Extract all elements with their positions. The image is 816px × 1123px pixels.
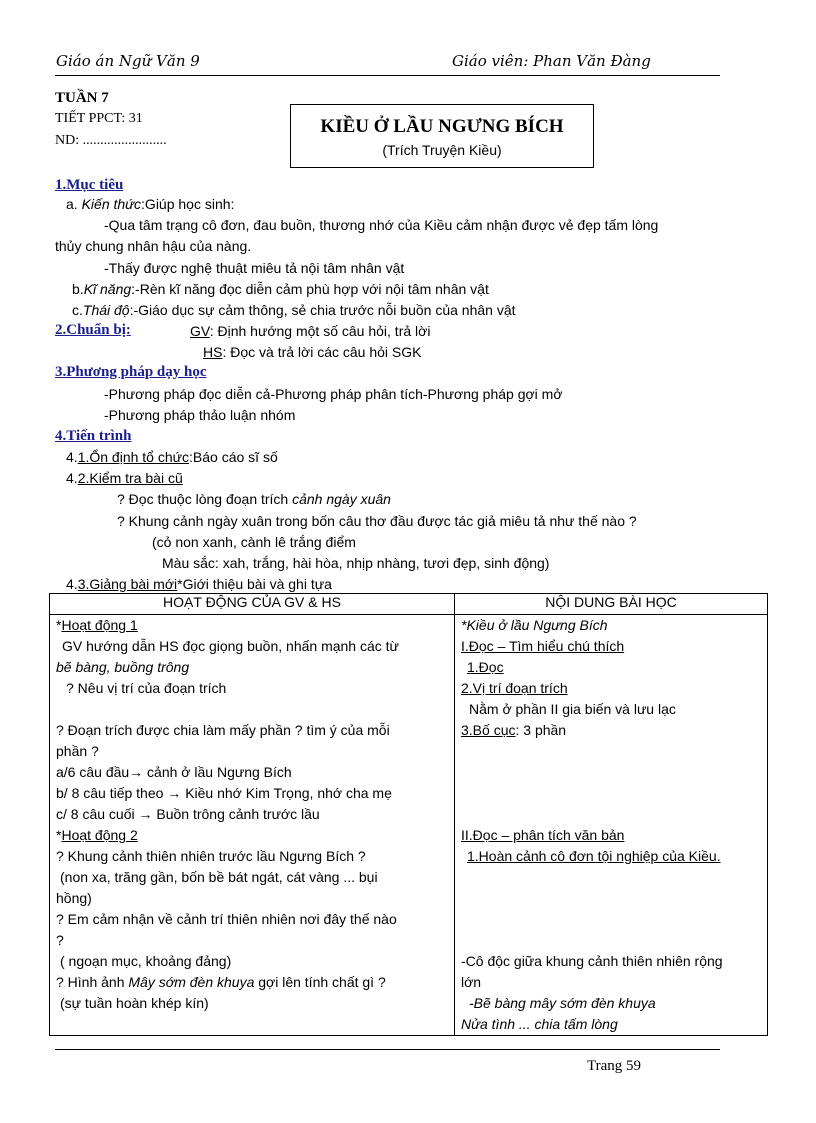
activity-2-heading bbox=[56, 825, 448, 846]
process-item-2-num: 4. bbox=[66, 470, 78, 486]
content-cell bbox=[455, 615, 768, 1036]
activity-2-star: * bbox=[56, 827, 62, 843]
content-title bbox=[461, 615, 761, 636]
activity-line: bẽ bàng, buồng trông bbox=[56, 659, 190, 675]
col-content-header: NỘI DUNG BÀI HỌC bbox=[455, 594, 768, 615]
objective-c-prefix: c. bbox=[72, 302, 83, 318]
activity-line-part: gợi lên tính chất gì ? bbox=[254, 974, 386, 990]
spacer bbox=[56, 699, 448, 720]
process-item-1-text: :Báo cáo sĩ số bbox=[189, 449, 278, 465]
section-methods-heading: 3.Phương pháp dạy học bbox=[55, 364, 207, 380]
page-number: Trang 59 bbox=[587, 1058, 642, 1074]
activity-line: phần ? bbox=[56, 743, 99, 759]
process-item-2 bbox=[66, 470, 183, 486]
objective-b-label: Kĩ năng bbox=[83, 281, 132, 297]
prep-gv-text: : Định hướng một số câu hỏi, trả lời bbox=[209, 323, 431, 339]
objective-a-label: Kiến thức bbox=[81, 196, 142, 212]
objective-a1: -Qua tâm trạng cô đơn, đau buồn, thương nhớ của Kiều cảm nhận được vẻ đẹp tấm lòng bbox=[104, 217, 659, 233]
review-question-2: ? Khung cảnh ngày xuân trong bốn câu thơ đầu được tác giả miêu tả như thế nào ? bbox=[117, 513, 637, 529]
activity-line: ? Nêu vị trí của đoạn trích bbox=[66, 680, 227, 696]
process-item-2-label: 2.Kiểm tra bài cũ bbox=[77, 470, 183, 486]
review-answer-line-1: (cỏ non xanh, cành lê trắng điểm bbox=[152, 534, 356, 550]
process-item-1 bbox=[66, 449, 278, 465]
activity-1-star: * bbox=[56, 617, 62, 633]
content-line: -Bẽ bàng mây sớm đèn khuya bbox=[469, 995, 656, 1011]
objective-a-prefix: a. bbox=[66, 196, 82, 212]
objective-b bbox=[72, 281, 489, 297]
spacer bbox=[461, 762, 761, 783]
section-preparation-heading: 2.Chuẩn bị: bbox=[55, 322, 131, 338]
content-subheading: 2.Vị trí đoạn trích bbox=[461, 680, 568, 696]
objective-a bbox=[66, 196, 234, 212]
method-line-2: -Phương pháp thảo luận nhóm bbox=[104, 407, 296, 423]
process-item-3 bbox=[66, 576, 332, 592]
prep-gv bbox=[190, 323, 430, 339]
activity-line: b/ 8 câu tiếp theo → Kiều nhớ Kim Trọng, nhớ cha mẹ bbox=[56, 785, 392, 801]
footer-rule bbox=[55, 1049, 720, 1050]
content-title-star: * bbox=[461, 617, 467, 633]
lesson-title: KIỀU Ở LẦU NGƯNG BÍCH bbox=[320, 116, 564, 137]
review-question-1 bbox=[117, 491, 391, 507]
activity-line: c/ 8 câu cuối → Buồn trông cảnh trước lầu bbox=[56, 806, 320, 822]
activity-line: ? Đoạn trích được chia làm mấy phần ? tìm ý của mỗi bbox=[56, 722, 390, 738]
process-item-3-label: 3.Giảng bài mới bbox=[77, 576, 178, 592]
process-item-1-num: 4. bbox=[66, 449, 78, 465]
activity-1-label: Hoạt động 1 bbox=[61, 617, 138, 633]
col-activities-header: HOẠT ĐỘNG CỦA GV & HS bbox=[50, 594, 455, 615]
activity-line bbox=[56, 972, 448, 993]
content-heading: II.Đọc – phân tích văn bản bbox=[461, 827, 625, 843]
activity-line: hồng) bbox=[56, 890, 92, 906]
process-item-3-num: 4. bbox=[66, 576, 78, 592]
activity-line: (non xa, trăng gần, bốn bề bát ngát, cát vàng ... bụi bbox=[60, 869, 378, 885]
header-right: Giáo viên: Phan Văn Đàng bbox=[452, 52, 651, 70]
review-question-1-text: ? Đọc thuộc lòng đoạn trích bbox=[117, 491, 293, 507]
content-line-text: : 3 phần bbox=[515, 722, 567, 738]
spacer bbox=[461, 867, 761, 888]
objective-b-prefix: b. bbox=[72, 281, 84, 297]
spacer bbox=[461, 888, 761, 909]
activity-2-label: Hoạt động 2 bbox=[61, 827, 138, 843]
spacer bbox=[461, 804, 761, 825]
activity-line-italic: Mây sớm đèn khuya bbox=[128, 974, 255, 990]
content-line: Nửa tình ... chia tấm lòng bbox=[461, 1016, 618, 1032]
title-box bbox=[290, 104, 594, 168]
objective-a1-cont: thủy chung nhân hậu của nàng. bbox=[55, 238, 252, 254]
objective-c bbox=[72, 302, 516, 318]
section-objectives-heading: 1.Mục tiêu bbox=[55, 177, 124, 193]
objective-a2: -Thấy được nghệ thuật miêu tả nội tâm nhân vật bbox=[104, 260, 405, 276]
lesson-table bbox=[49, 593, 768, 1036]
section-process-heading: 4.Tiến trình bbox=[55, 428, 132, 444]
objective-c-label: Thái độ bbox=[82, 302, 130, 318]
date-label: ND: ........................ bbox=[55, 133, 167, 148]
header-rule bbox=[55, 75, 720, 76]
content-heading: I.Đọc – Tìm hiểu chú thích bbox=[461, 638, 625, 654]
content-line: Nằm ở phần II gia biến và lưu lạc bbox=[469, 701, 676, 717]
spacer bbox=[461, 741, 761, 762]
spacer bbox=[461, 909, 761, 930]
prep-hs bbox=[203, 344, 422, 360]
content-subheading: 3.Bố cục bbox=[461, 722, 516, 738]
week-label: TUẦN 7 bbox=[55, 90, 109, 106]
prep-hs-label: HS bbox=[203, 344, 223, 360]
objective-b-text: :-Rèn kĩ năng đọc diễn cảm phù hợp với nội tâm nhân vật bbox=[131, 281, 489, 297]
prep-gv-label: GV bbox=[190, 323, 210, 339]
header-left: Giáo án Ngữ Văn 9 bbox=[56, 52, 200, 70]
content-line: -Cô độc giữa khung cảnh thiên nhiên rộng bbox=[461, 953, 723, 969]
lesson-subtitle: (Trích Truyện Kiều) bbox=[382, 142, 502, 158]
objective-a-text: :Giúp học sinh: bbox=[141, 196, 235, 212]
content-line: lớn bbox=[461, 974, 482, 990]
review-answer-line-2: Màu sắc: xah, trắng, hài hòa, nhịp nhàng, tươi đẹp, sinh động) bbox=[162, 555, 550, 571]
content-line bbox=[461, 720, 761, 741]
spacer bbox=[461, 930, 761, 951]
activity-line: ? bbox=[56, 932, 64, 948]
prep-hs-text: : Đọc và trả lời các câu hỏi SGK bbox=[222, 344, 422, 360]
method-line-1: -Phương pháp đọc diễn cả-Phương pháp phân tích-Phương pháp gợi mở bbox=[104, 386, 563, 402]
process-item-3-text: *Giới thiệu bài và ghi tựa bbox=[177, 576, 332, 592]
review-question-1-italic: cảnh ngày xuân bbox=[292, 491, 391, 507]
process-item-1-label: 1.Ổn định tổ chức bbox=[77, 449, 190, 465]
spacer bbox=[461, 783, 761, 804]
activity-1-heading bbox=[56, 615, 448, 636]
activity-line: ( ngoạn mục, khoảng đảng) bbox=[60, 953, 232, 969]
activity-line: (sự tuần hoàn khép kín) bbox=[60, 995, 209, 1011]
activities-cell bbox=[50, 615, 455, 1036]
content-title-text: Kiều ở lầu Ngưng Bích bbox=[466, 617, 608, 633]
activity-line: a/6 câu đầu→ cảnh ở lầu Ngưng Bích bbox=[56, 764, 292, 780]
activity-line: GV hướng dẫn HS đọc giọng buồn, nhấn mạnh các từ bbox=[62, 638, 399, 654]
activity-line: ? Em cảm nhận về cảnh trí thiên nhiên nơi đây thế nào bbox=[56, 911, 397, 927]
content-subheading: 1.Hoàn cảnh cô đơn tội nghiệp của Kiều. bbox=[467, 848, 721, 864]
content-subheading: 1.Đọc bbox=[467, 659, 504, 675]
objective-c-text: :-Giáo dục sự cảm thông, sẻ chia trước nỗi buồn của nhân vật bbox=[129, 302, 516, 318]
activity-line-part: ? Hình ảnh bbox=[56, 974, 129, 990]
activity-line: ? Khung cảnh thiên nhiên trước lầu Ngưng Bích ? bbox=[56, 848, 366, 864]
lesson-label: TIẾT PPCT: 31 bbox=[55, 111, 143, 126]
